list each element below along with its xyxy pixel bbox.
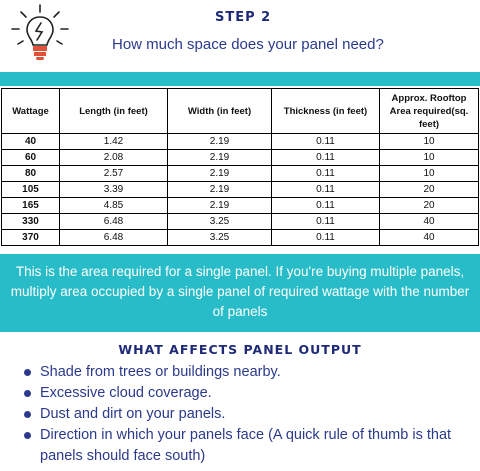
cell-width: 3.25 [168,214,272,230]
cell-width: 2.19 [168,134,272,150]
cell-width: 2.19 [168,166,272,182]
table-header-row [2,89,479,134]
cell-area: 10 [380,134,479,150]
header-wattage: Wattage [2,89,60,134]
affects-list [18,362,478,467]
cell-length: 4.85 [60,198,168,214]
cell-wattage: 105 [2,182,60,198]
header-area: Approx. Rooftop Area required(sq. feet) [380,89,479,134]
cell-length: 3.39 [60,182,168,198]
cell-length: 2.57 [60,166,168,182]
accent-band [0,72,480,86]
table-row [2,134,479,150]
step-title: STEP 2 [215,10,272,25]
table-row [2,230,479,246]
list-item: Dust and dirt on your panels. [18,404,478,425]
cell-length: 6.48 [60,214,168,230]
cell-width: 2.19 [168,150,272,166]
cell-length: 2.08 [60,150,168,166]
affects-heading: WHAT AFFECTS PANEL OUTPUT [118,342,362,357]
cell-width: 2.19 [168,198,272,214]
cell-area: 40 [380,230,479,246]
cell-wattage: 40 [2,134,60,150]
cell-thickness: 0.11 [272,230,380,246]
cell-wattage: 165 [2,198,60,214]
cell-area: 10 [380,150,479,166]
cell-area: 20 [380,198,479,214]
list-item: Shade from trees or buildings nearby. [18,362,478,383]
cell-thickness: 0.11 [272,150,380,166]
panel-size-table [1,88,479,246]
cell-thickness: 0.11 [272,198,380,214]
cell-thickness: 0.11 [272,214,380,230]
table-row [2,166,479,182]
header-thickness: Thickness (in feet) [272,89,380,134]
cell-length: 1.42 [60,134,168,150]
header-length: Length (in feet) [60,89,168,134]
list-item: Direction in which your panels face (A quick rule of thumb is that panels should face south) [18,425,478,467]
table-row [2,198,479,214]
cell-thickness: 0.11 [272,166,380,182]
header-width: Width (in feet) [168,89,272,134]
panel-size-table-wrapper [0,88,480,246]
note-banner [0,254,480,332]
cell-wattage: 330 [2,214,60,230]
cell-thickness: 0.11 [272,182,380,198]
note-text: This is the area required for a single panel. If you're buying multiple panels, multiply area occupied by a single panel of required wattage with the number of panels [10,264,470,319]
cell-wattage: 80 [2,166,60,182]
cell-wattage: 370 [2,230,60,246]
lightbulb-icon [8,2,72,66]
cell-width: 3.25 [168,230,272,246]
table-row [2,150,479,166]
table-row [2,214,479,230]
cell-area: 20 [380,182,479,198]
cell-area: 40 [380,214,479,230]
cell-area: 10 [380,166,479,182]
cell-wattage: 60 [2,150,60,166]
cell-width: 2.19 [168,182,272,198]
cell-thickness: 0.11 [272,134,380,150]
table-row [2,182,479,198]
list-item: Excessive cloud coverage. [18,383,478,404]
cell-length: 6.48 [60,230,168,246]
question-heading: How much space does your panel need? [112,36,384,53]
